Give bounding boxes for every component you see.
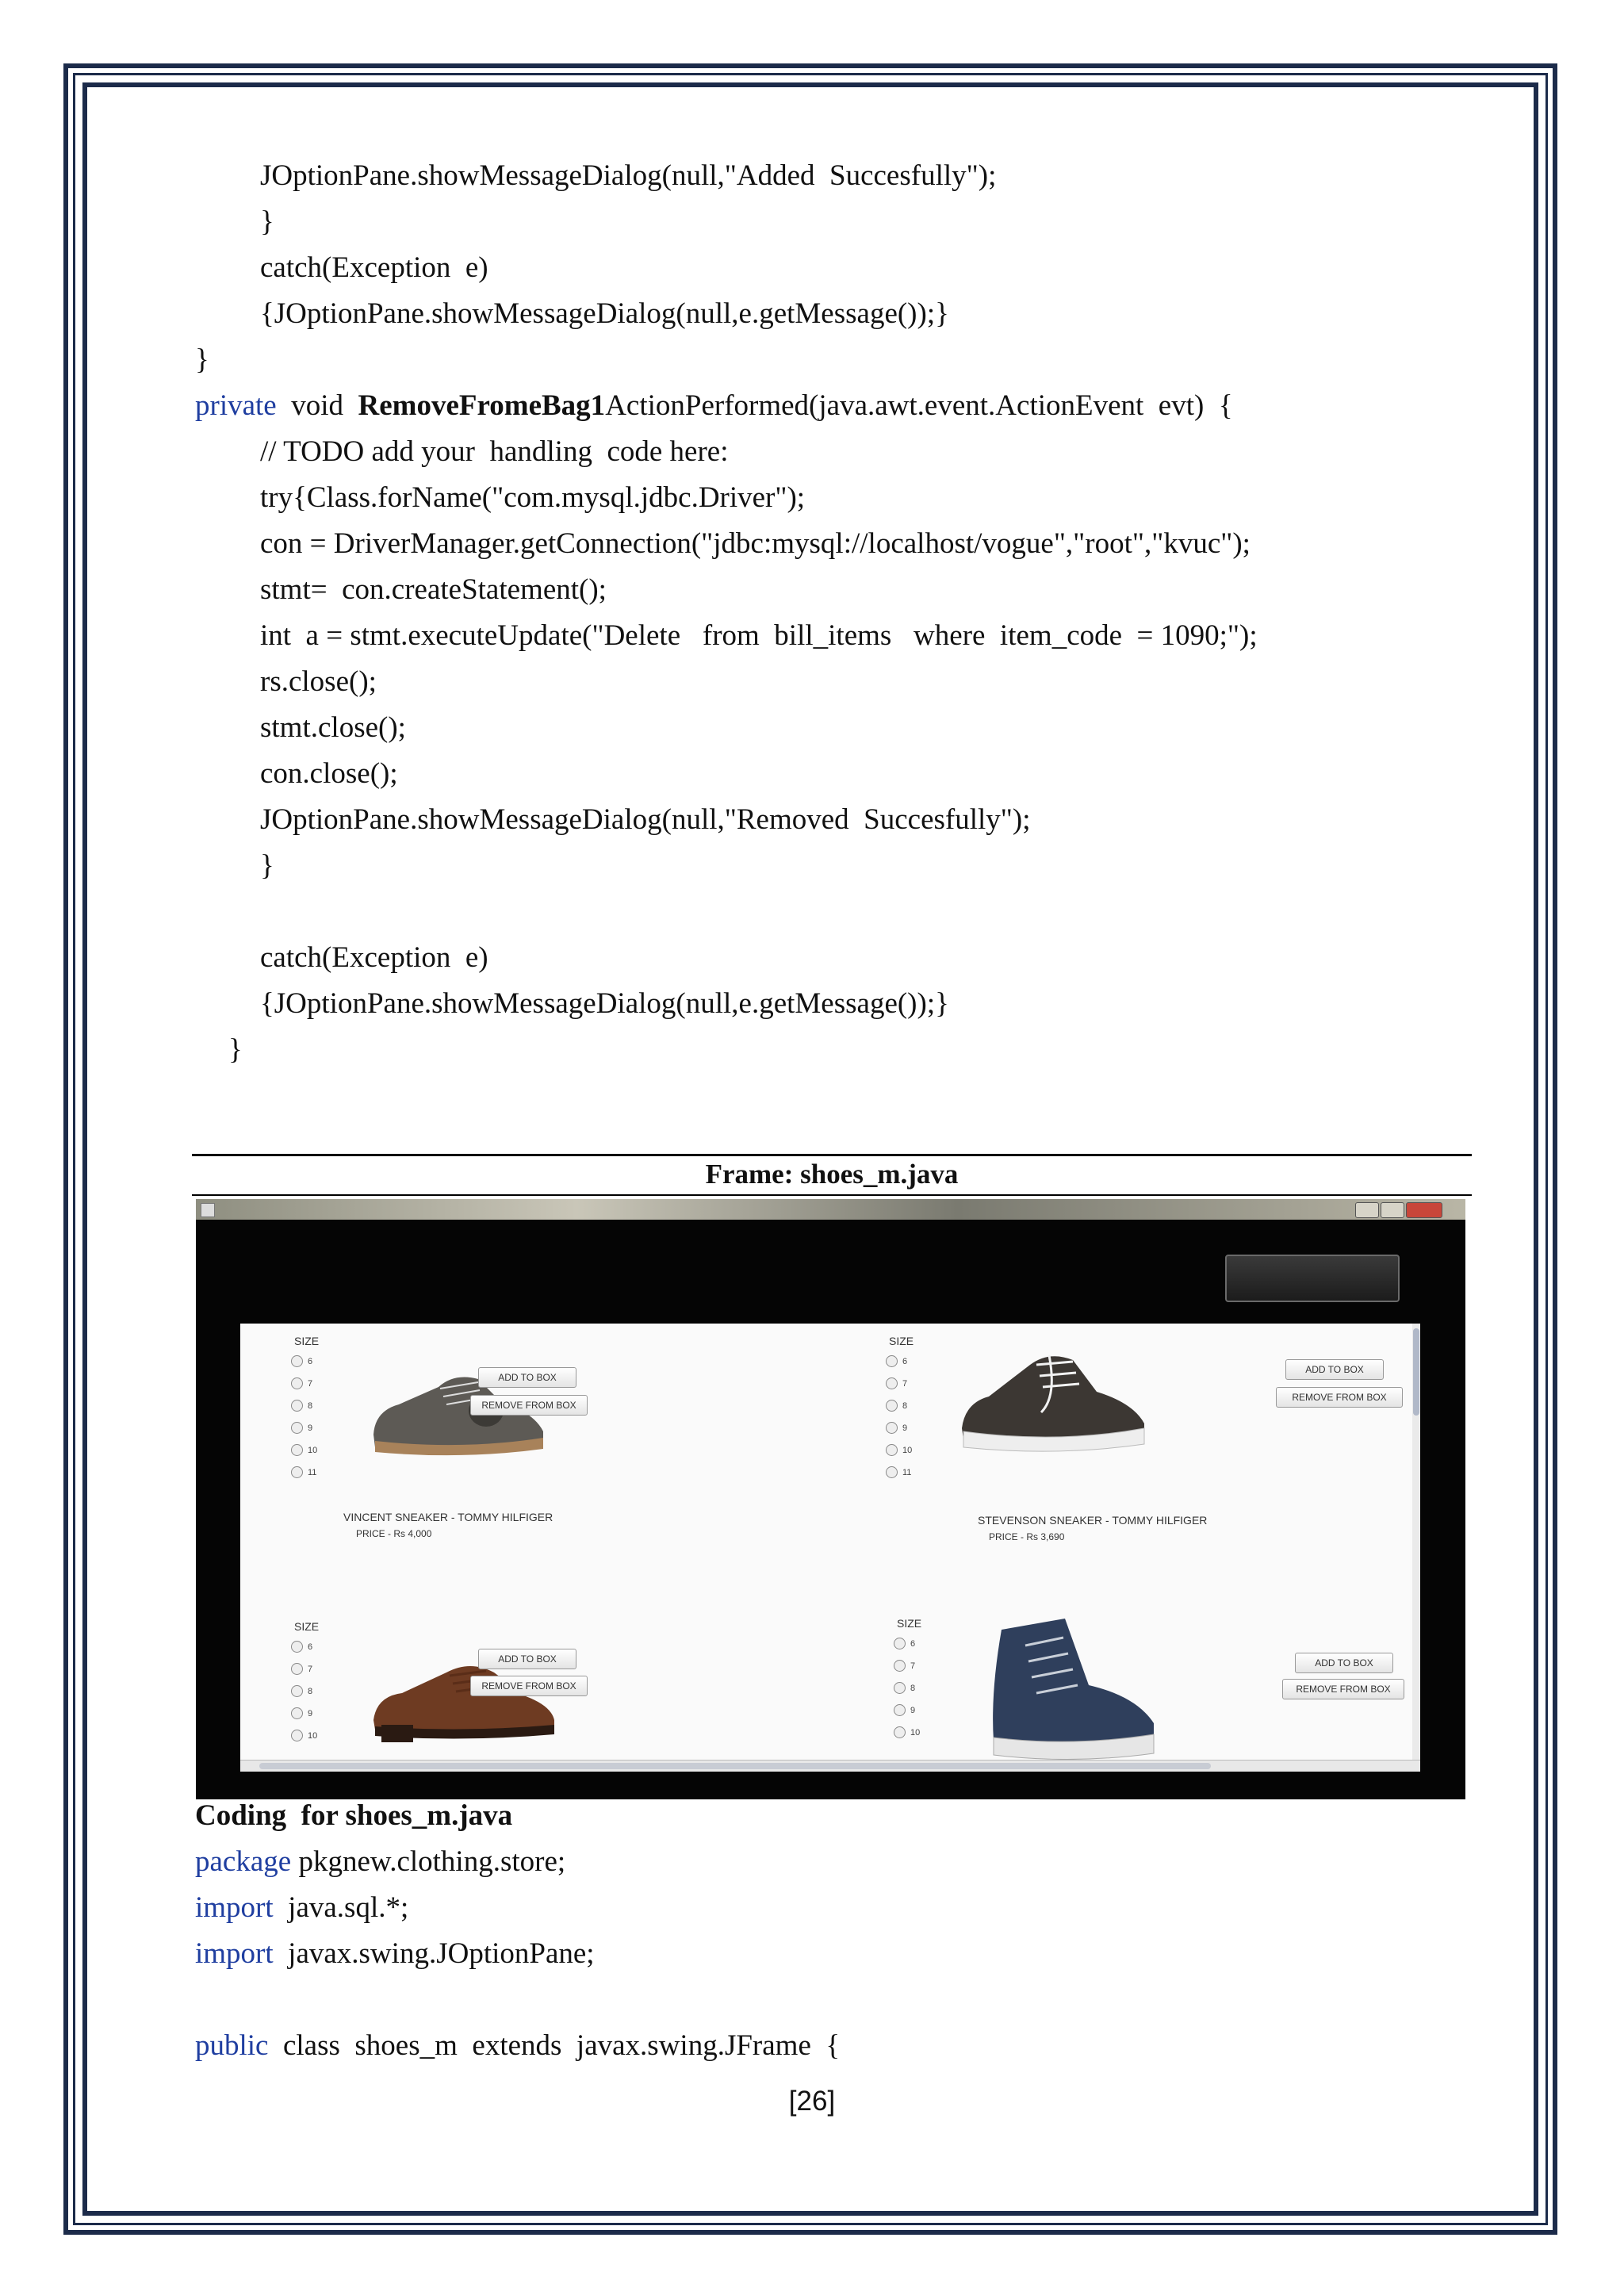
code-line <box>195 1843 565 1881</box>
size-option: 10 <box>308 1730 318 1741</box>
horizontal-scrollbar[interactable] <box>240 1760 1420 1772</box>
close-button[interactable] <box>1406 1202 1442 1218</box>
code-line: int a = stmt.executeUpdate("Delete from bill_items where item_code = 1090;"); <box>260 619 1258 652</box>
size-radio[interactable] <box>894 1638 915 1649</box>
code-line: } <box>195 343 209 376</box>
code-line-method-signature <box>195 387 1233 425</box>
code-line: {JOptionPane.showMessageDialog(null,e.getMessage());} <box>260 987 949 1020</box>
code-line: con = DriverManager.getConnection("jdbc:mysql://localhost/vogue","root","kvuc"); <box>260 527 1251 560</box>
size-radio[interactable] <box>291 1466 316 1478</box>
code-line: catch(Exception e) <box>260 941 488 974</box>
code-line: catch(Exception e) <box>260 251 488 284</box>
code-text: class shoes_m extends javax.swing.JFrame { <box>268 2029 841 2062</box>
code-text: pkgnew.clothing.store; <box>291 1845 566 1878</box>
size-radio[interactable] <box>886 1422 907 1434</box>
product-name: VINCENT SNEAKER - TOMMY HILFIGER <box>343 1511 553 1523</box>
code-line: } <box>228 1033 243 1066</box>
boot-image <box>970 1614 1160 1760</box>
size-radio[interactable] <box>886 1444 912 1456</box>
code-line: JOptionPane.showMessageDialog(null,"Removed Succesfully"); <box>260 803 1031 836</box>
minimize-button[interactable] <box>1355 1202 1379 1218</box>
size-radio[interactable] <box>894 1682 915 1694</box>
size-option: 10 <box>308 1445 318 1455</box>
scroll-thumb[interactable] <box>1413 1328 1419 1416</box>
code-line: // TODO add your handling code here: <box>260 435 729 468</box>
size-option: 11 <box>902 1467 912 1477</box>
size-option: 9 <box>902 1423 908 1433</box>
size-radio[interactable] <box>291 1355 312 1367</box>
size-option: 9 <box>910 1705 916 1715</box>
product-name: STEVENSON SNEAKER - TOMMY HILFIGER <box>978 1514 1208 1527</box>
size-option: 8 <box>910 1683 916 1693</box>
size-radio[interactable] <box>291 1730 317 1741</box>
code-line: con.close(); <box>260 757 398 790</box>
size-radio[interactable] <box>291 1400 312 1412</box>
add-to-box-button[interactable]: ADD TO BOX <box>478 1367 576 1388</box>
method-name: RemoveFromeBag1 <box>358 389 606 422</box>
app-icon <box>201 1203 215 1217</box>
code-line: {JOptionPane.showMessageDialog(null,e.getMessage());} <box>260 297 949 330</box>
code-line: rs.close(); <box>260 665 377 698</box>
add-to-box-button[interactable]: ADD TO BOX <box>1295 1653 1393 1673</box>
size-option: 6 <box>902 1356 908 1366</box>
keyword: public <box>195 2029 269 2062</box>
remove-from-box-button[interactable]: REMOVE FROM BOX <box>470 1395 588 1416</box>
code-line: stmt.close(); <box>260 711 406 744</box>
keyword: package <box>195 1845 292 1878</box>
code-line: try{Class.forName("com.mysql.jdbc.Driver"); <box>260 481 806 514</box>
size-option: 9 <box>308 1423 313 1433</box>
window-titlebar <box>196 1199 1465 1220</box>
size-radio[interactable] <box>886 1466 911 1478</box>
code-text: javax.swing.JOptionPane; <box>273 1937 595 1970</box>
coding-heading: Coding for shoes_m.java <box>195 1799 513 1832</box>
code-line: JOptionPane.showMessageDialog(null,"Added Succesfully"); <box>260 159 997 192</box>
add-to-box-button[interactable]: ADD TO BOX <box>478 1649 576 1669</box>
size-label: SIZE <box>294 1335 320 1347</box>
size-radio[interactable] <box>291 1422 312 1434</box>
size-radio[interactable] <box>291 1377 312 1389</box>
caption-rule-bottom <box>192 1194 1472 1196</box>
size-label: SIZE <box>897 1617 922 1630</box>
size-option: 6 <box>308 1356 313 1366</box>
code-line: } <box>260 849 274 882</box>
code-text: ActionPerformed(java.awt.event.ActionEvent evt) { <box>605 389 1233 422</box>
size-radio[interactable] <box>886 1377 907 1389</box>
size-radio[interactable] <box>894 1726 920 1738</box>
add-to-box-button[interactable]: ADD TO BOX <box>1285 1359 1384 1380</box>
size-option: 7 <box>902 1378 908 1389</box>
keyword: import <box>195 1891 274 1924</box>
size-option: 10 <box>910 1727 921 1738</box>
size-label: SIZE <box>889 1335 914 1347</box>
size-radio[interactable] <box>291 1663 312 1675</box>
code-line: stmt= con.createStatement(); <box>260 573 607 606</box>
code-line <box>195 2027 840 2065</box>
size-radio[interactable] <box>886 1355 907 1367</box>
scroll-thumb[interactable] <box>259 1763 1211 1769</box>
size-option: 8 <box>902 1400 908 1411</box>
page-number: [26] <box>788 2086 836 2117</box>
code-line <box>195 1889 408 1927</box>
size-option: 8 <box>308 1686 313 1696</box>
size-radio[interactable] <box>291 1685 312 1697</box>
remove-from-box-button[interactable]: REMOVE FROM BOX <box>470 1676 588 1696</box>
size-radio[interactable] <box>291 1707 312 1719</box>
product-price: PRICE - Rs 3,690 <box>989 1531 1065 1542</box>
product-price: PRICE - Rs 4,000 <box>356 1528 432 1539</box>
code-text: void <box>276 389 358 422</box>
frame-caption: Frame: shoes_m.java <box>705 1159 959 1190</box>
header-button[interactable] <box>1225 1255 1400 1302</box>
maximize-button[interactable] <box>1381 1202 1404 1218</box>
remove-from-box-button[interactable]: REMOVE FROM BOX <box>1276 1387 1403 1408</box>
sneaker-image <box>954 1341 1152 1468</box>
size-option: 8 <box>308 1400 313 1411</box>
size-label: SIZE <box>294 1620 320 1633</box>
code-line: } <box>260 205 274 238</box>
products-panel <box>240 1324 1420 1760</box>
remove-from-box-button[interactable]: REMOVE FROM BOX <box>1282 1679 1404 1699</box>
size-option: 6 <box>308 1642 313 1652</box>
code-text: java.sql.*; <box>273 1891 409 1924</box>
app-screenshot <box>196 1199 1465 1799</box>
size-radio[interactable] <box>894 1704 915 1716</box>
size-option: 7 <box>308 1664 313 1674</box>
size-option: 11 <box>308 1467 317 1477</box>
size-radio[interactable] <box>291 1444 317 1456</box>
keyword: import <box>195 1937 274 1970</box>
code-line <box>195 1935 595 1973</box>
vertical-scrollbar[interactable] <box>1412 1324 1420 1760</box>
size-option: 10 <box>902 1445 913 1455</box>
size-option: 7 <box>910 1661 916 1671</box>
size-radio[interactable] <box>886 1400 907 1412</box>
size-radio[interactable] <box>894 1660 915 1672</box>
size-radio[interactable] <box>291 1641 312 1653</box>
size-option: 9 <box>308 1708 313 1718</box>
keyword: private <box>195 389 277 422</box>
size-option: 7 <box>308 1378 313 1389</box>
size-option: 6 <box>910 1638 916 1649</box>
